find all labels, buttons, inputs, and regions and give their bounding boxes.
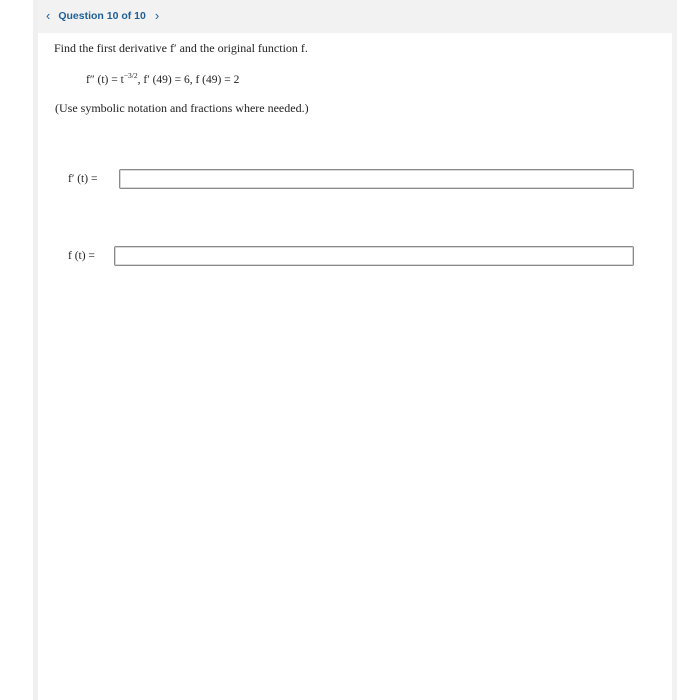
previous-question-icon[interactable]: ‹ (46, 8, 51, 23)
given-exponent: −3/2 (123, 71, 138, 80)
f-label: f (t) = (68, 250, 95, 262)
fprime-label: f′ (t) = (68, 173, 98, 185)
right-margin (672, 33, 677, 700)
question-counter: Question 10 of 10 (58, 10, 146, 22)
question-instruction: Find the first derivative f′ and the original function f. (54, 41, 308, 55)
f-answer-input[interactable] (114, 246, 634, 266)
fprime-answer-input[interactable] (119, 169, 634, 189)
given-prefix: f″ (t) = t (86, 74, 124, 86)
given-conditions (86, 71, 239, 86)
question-panel (38, 33, 672, 700)
next-question-icon[interactable]: › (154, 8, 160, 23)
answer-format-note: (Use symbolic notation and fractions where needed.) (55, 101, 309, 115)
given-suffix: , f′ (49) = 6, f (49) = 2 (137, 74, 240, 86)
question-navigation (46, 9, 159, 23)
